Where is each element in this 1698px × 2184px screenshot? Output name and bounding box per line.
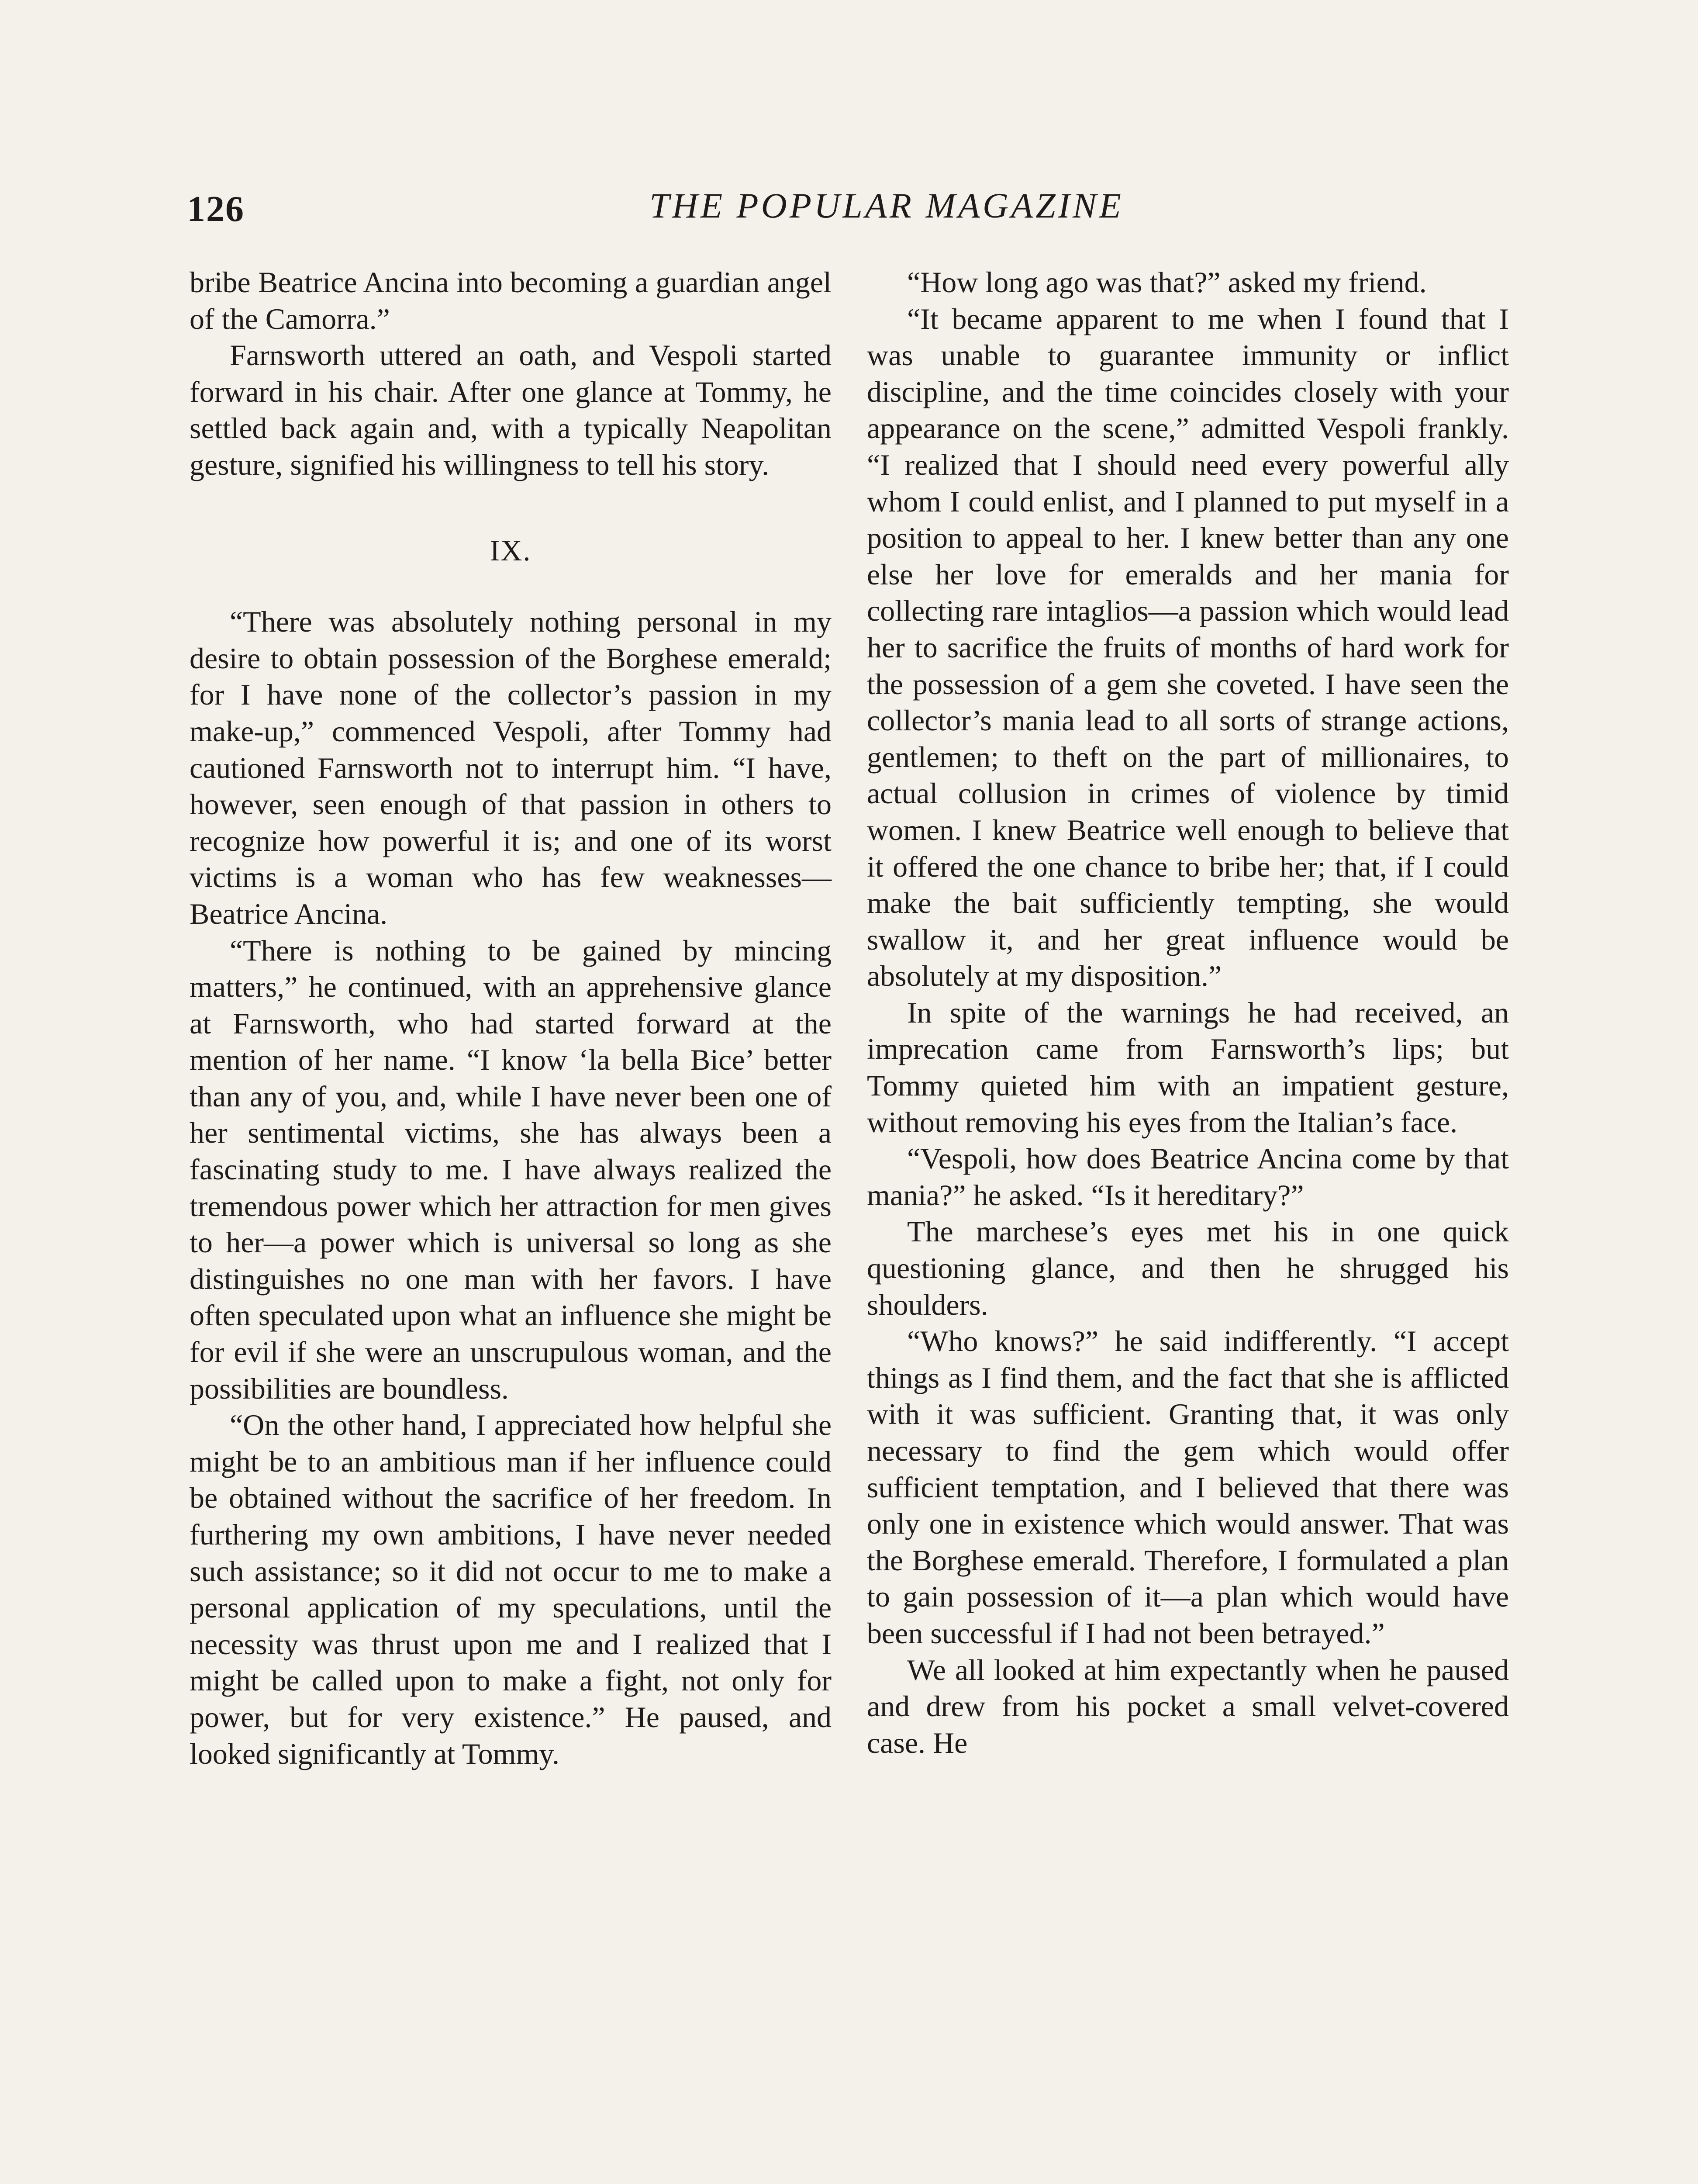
paragraph: “There was absolutely nothing personal in my desire to obtain possession of the Borghese emerald; for I have none of the collector’s passion in my make-up,” commenced Vespoli, after Tommy had cautioned Farnsworth not to interrupt him. “I have, however, seen enough of that passion in others to recognize how powerful it is; and one of its worst victims is a woman who has few weaknesses—Beatrice Ancina.: [190, 605, 832, 930]
paragraph: “There is nothing to be gained by mincing matters,” he continued, with an apprehensive glance at Farnsworth, who had started forward at the mention of her name. “I know ‘la bella Bice’ better than any of you, and, while I have never been one of her sentimental victims, she has always been a fascinating study to me. I have always realized the tremendous power which her attraction for men gives to her—a power which is universal so long as she distinguishes no one man with her favors. I have often speculated upon what an influence she might be for evil if she were an unscrupulous woman, and the possibilities are boundless.: [190, 933, 832, 1405]
paragraph: “Who knows?” he said indifferently. “I accept things as I find them, and the fact that she is afflicted with it was sufficient. Granting that, it was only necessary to find the gem which would offer sufficient temptation, and I believed that there was only one in existence which would answer. That was the Borghese emerald. Therefore, I formulated a plan to gain possession of it—a plan which would have been successful if I had not been betrayed.”: [867, 1324, 1509, 1650]
paragraph: “On the other hand, I appreciated how helpful she might be to an ambitious man if her influence could be obtained without the sacrifice of her freedom. In furthering my own ambitions, I have never needed such assistance; so it did not occur to me to make a personal application of my speculations, until the necessity was thrust upon me and I realized that I might be called upon to make a fight, not only for power, but for very existence.” He paused, and looked significantly at Tommy.: [190, 1408, 832, 1770]
paragraph: Farnsworth uttered an oath, and Vespoli started forward in his chair. After one glance at Tommy, he settled back again and, with a typically Neapolitan gesture, signified his willingness to tell his story.: [190, 339, 832, 481]
page-number: 126: [187, 189, 245, 229]
paragraph: We all looked at him expectantly when he paused and drew from his pocket a small velvet-covered case. He: [867, 1653, 1509, 1759]
left-column: [190, 264, 832, 1772]
paragraph: bribe Beatrice Ancina into becoming a guardian angel of the Camorra.”: [190, 266, 832, 335]
paragraph: “Vespoli, how does Beatrice Ancina come by that mania?” he asked. “Is it hereditary?”: [867, 1142, 1509, 1212]
right-column: [867, 264, 1509, 1761]
section-heading: IX.: [490, 533, 531, 567]
paragraph: “It became apparent to me when I found that I was unable to guarantee immunity or inflict discipline, and the time coincides closely with your appearance on the scene,” admitted Vespoli frankly. “I realized that I should need every powerful ally whom I could enlist, and I planned to put myself in a position to appeal to her. I knew better than any one else her love for emeralds and her mania for collecting rare intaglios—a passion which would lead her to sacrifice the fruits of months of hard work for the possession of a gem she coveted. I have seen the collector’s mania lead to all sorts of strange actions, gentlemen; to theft on the part of millionaires, to actual collusion in crimes of violence by timid women. I knew Beatrice well enough to believe that it offered the one chance to bribe her; that, if I could make the bait sufficiently tempting, she would swallow it, and her great influence would be absolutely at my disposition.”: [867, 302, 1509, 993]
paragraph: “How long ago was that?” asked my friend.: [907, 266, 1427, 299]
paragraph: In spite of the warnings he had received, an imprecation came from Farnsworth’s lips; but Tommy quieted him with an impatient gesture, without removing his eyes from the Italian’s face.: [867, 995, 1509, 1139]
paragraph: The marchese’s eyes met his in one quick questioning glance, and then he shrugged his shoulders.: [867, 1215, 1509, 1321]
running-head: THE POPULAR MAGAZINE: [649, 186, 1124, 225]
